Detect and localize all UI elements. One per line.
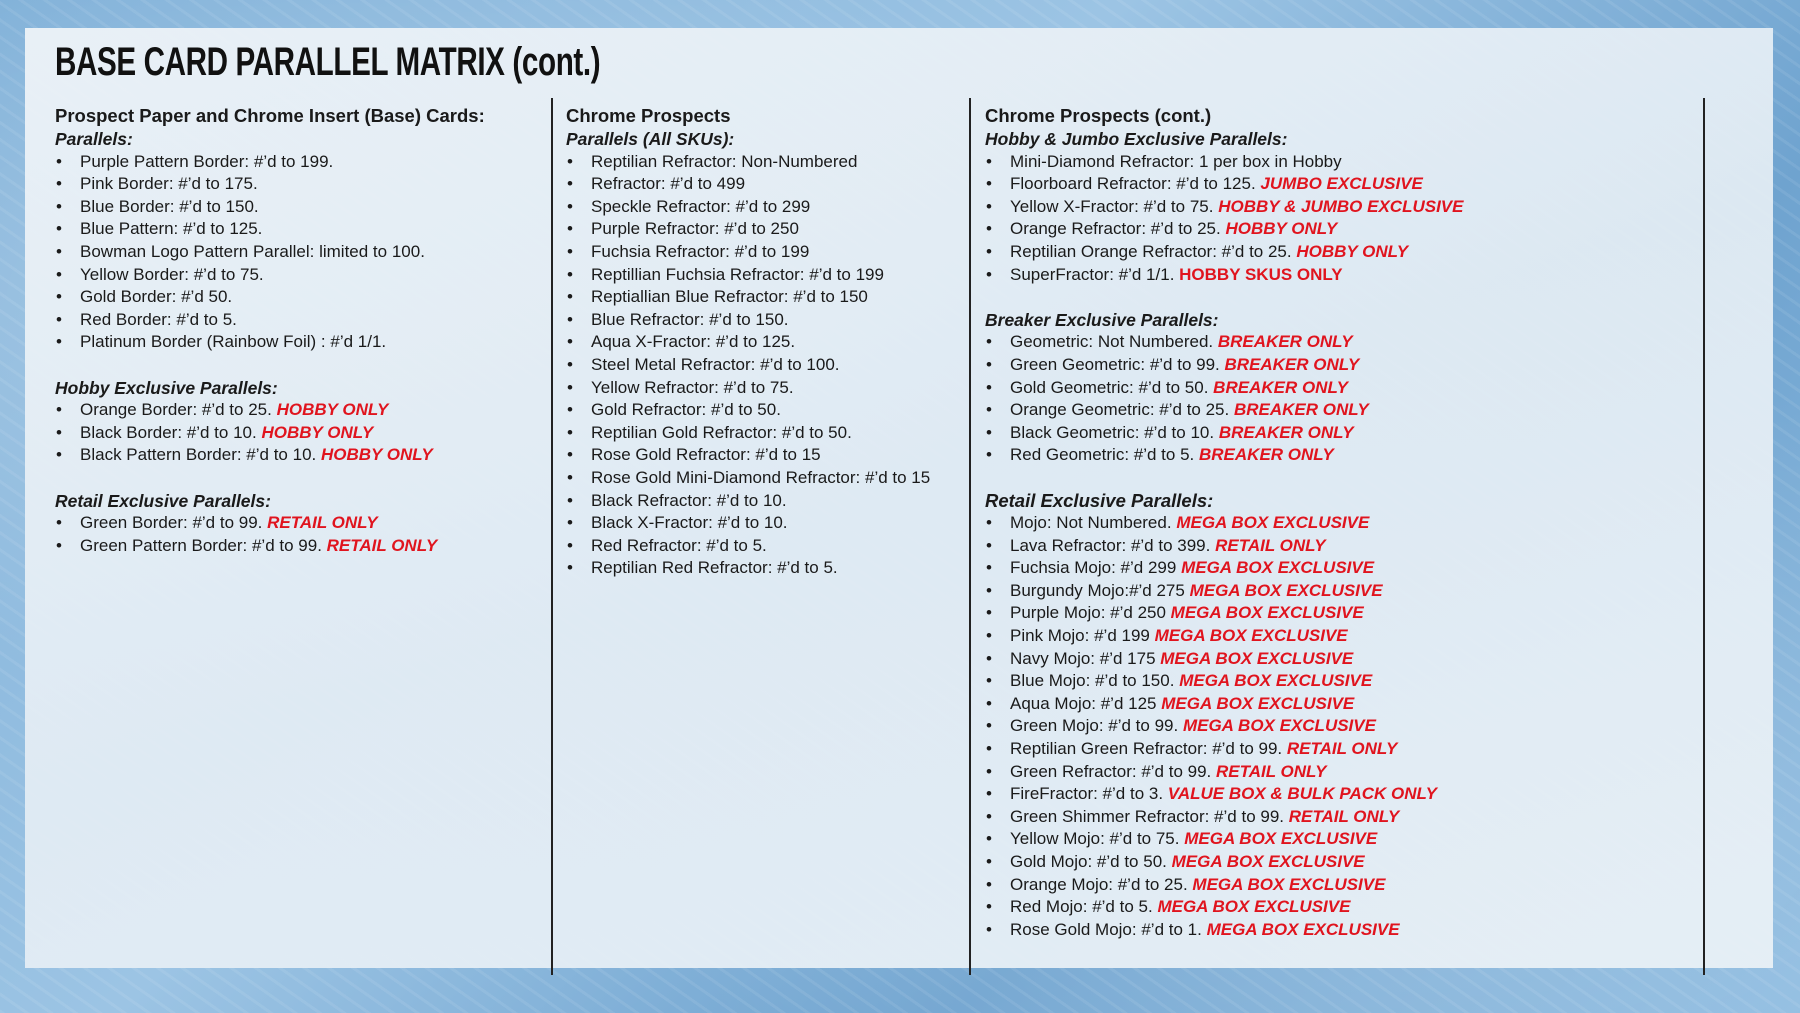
exclusivity-tag: MEGA BOX EXCLUSIVE [1182,716,1376,736]
item-text: Mini-Diamond Refractor: 1 per box in Hobby [1010,151,1342,171]
exclusivity-tag: BREAKER ONLY [1224,354,1360,374]
item-text: Bowman Logo Pattern Parallel: limited to 100. [80,241,425,261]
exclusivity-tag: MEGA BOX EXCLUSIVE [1206,919,1400,939]
exclusivity-tag: RETAIL ONLY [1286,739,1398,759]
list-item [985,828,1463,851]
item-text: Purple Mojo: #’d 250 [1010,603,1166,623]
column-prospect-paper [55,104,485,557]
list-item [985,354,1463,377]
exclusivity-tag: MEGA BOX EXCLUSIVE [1179,671,1373,691]
exclusivity-tag: MEGA BOX EXCLUSIVE [1181,558,1375,578]
column-chrome-prospects [566,104,930,580]
column-divider [1703,98,1705,975]
list-item [985,919,1463,942]
exclusivity-tag: MEGA BOX EXCLUSIVE [1161,693,1355,713]
item-text: Gold Geometric: #’d to 50. [1010,377,1209,397]
list-item [985,173,1463,196]
list-item [566,286,930,309]
exclusivity-tag: HOBBY ONLY [1225,219,1338,239]
exclusivity-tag: MEGA BOX EXCLUSIVE [1176,513,1370,533]
item-text: Mojo: Not Numbered. [1010,513,1172,533]
item-text: Yellow Refractor: #’d to 75. [591,377,794,397]
list-item [566,490,930,513]
item-text: Orange Border: #’d to 25. [80,400,272,420]
item-text: Burgundy Mojo:#’d 275 [1010,580,1185,600]
list-item [985,648,1463,671]
item-text: Platinum Border (Rainbow Foil) : #’d 1/1. [80,332,387,352]
item-text: Orange Refractor: #’d to 25. [1010,219,1221,239]
item-text: Red Refractor: #’d to 5. [591,535,767,555]
list-item [985,670,1463,693]
list-item [985,580,1463,603]
section-title: Hobby Exclusive Parallels: [55,377,278,398]
list-item [566,151,930,174]
exclusivity-tag: RETAIL ONLY [1216,761,1327,781]
list-item [985,874,1463,897]
item-text: Reptillian Fuchsia Refractor: #’d to 199 [591,264,884,284]
exclusivity-tag: HOBBY ONLY [320,445,433,465]
item-text: Steel Metal Refractor: #’d to 100. [591,354,840,374]
list-item [985,715,1463,738]
item-text: Aqua X-Fractor: #’d to 125. [591,332,796,352]
item-text: Orange Geometric: #’d to 25. [1010,400,1230,420]
list-item [55,218,485,241]
item-text: FireFractor: #’d to 3. [1010,784,1164,804]
exclusivity-tag: HOBBY ONLY [1296,241,1409,261]
item-text: Refractor: #’d to 499 [591,174,746,194]
list-item [566,444,930,467]
exclusivity-tag: RETAIL ONLY [326,535,438,555]
item-text: Yellow X-Fractor: #’d to 75. [1010,196,1214,216]
list-item [566,557,930,580]
list-item [55,535,485,558]
item-text: Reptilian Gold Refractor: #’d to 50. [591,422,852,442]
list-item [985,151,1463,174]
list-item [55,512,485,535]
section-spacer [55,354,485,377]
list-item [985,851,1463,874]
list-item [566,309,930,332]
list-item [985,422,1463,445]
item-text: Rose Gold Mojo: #’d to 1. [1010,919,1202,939]
item-text: Purple Refractor: #’d to 250 [591,219,799,239]
section-title: Retail Exclusive Parallels: [55,490,271,511]
section-title: Breaker Exclusive Parallels: [985,309,1219,330]
item-text: Geometric: Not Numbered. [1010,332,1214,352]
section-title: Retail Exclusive Parallels: [985,489,1214,511]
exclusivity-tag: RETAIL ONLY [1215,535,1326,555]
item-text: Reptilian Orange Refractor: #’d to 25. [1010,241,1292,261]
exclusivity-tag: BREAKER ONLY [1213,377,1348,397]
exclusivity-tag: HOBBY ONLY [276,400,389,420]
list-item [55,173,485,196]
list-item [566,354,930,377]
exclusivity-tag: MEGA BOX EXCLUSIVE [1160,648,1354,668]
item-text: Blue Border: #’d to 150. [80,196,259,216]
list-item [985,512,1463,535]
item-text: Red Geometric: #’d to 5. [1010,445,1195,465]
item-text: Reptilian Green Refractor: #’d to 99. [1010,739,1283,759]
list-item [985,806,1463,829]
list-item [55,309,485,332]
item-text: Green Border: #’d to 99. [80,513,263,533]
list-item [985,738,1463,761]
list-item [985,331,1463,354]
exclusivity-tag: BREAKER ONLY [1233,400,1369,420]
item-text: SuperFractor: #’d 1/1. [1010,264,1175,284]
item-text: Gold Refractor: #’d to 50. [591,400,781,420]
list-item [55,264,485,287]
exclusivity-tag: VALUE BOX & BULK PACK ONLY [1167,784,1437,804]
list-item [566,196,930,219]
page-title: BASE CARD PARALLEL MATRIX (cont.) [55,40,601,84]
item-text: Blue Pattern: #’d to 125. [80,219,263,239]
section-spacer [55,467,485,490]
column-divider [551,98,553,975]
list-item [985,625,1463,648]
item-text: Black Pattern Border: #’d to 10. [80,445,317,465]
item-text: Yellow Mojo: #’d to 75. [1010,829,1180,849]
list-item [566,399,930,422]
section-title: Parallels: [55,129,133,149]
list-item [566,218,930,241]
exclusivity-tag: RETAIL ONLY [1288,806,1400,826]
item-text: Pink Border: #’d to 175. [80,174,258,194]
item-text: Floorboard Refractor: #’d to 125. [1010,174,1256,194]
column-heading: Chrome Prospects (cont.) [985,105,1212,126]
item-text: Navy Mojo: #’d 175 [1010,648,1156,668]
item-text: Rose Gold Refractor: #’d to 15 [591,445,821,465]
exclusivity-tag: MEGA BOX EXCLUSIVE [1154,626,1348,646]
exclusivity-tag: BREAKER ONLY [1217,332,1353,352]
exclusivity-tag: BREAKER ONLY [1218,422,1354,442]
exclusivity-tag: MEGA BOX EXCLUSIVE [1170,603,1364,623]
list-item [985,693,1463,716]
section-spacer [985,467,1463,490]
item-text: Aqua Mojo: #’d 125 [1010,693,1157,713]
exclusivity-tag: HOBBY & JUMBO EXCLUSIVE [1218,196,1464,216]
exclusivity-tag: MEGA BOX EXCLUSIVE [1189,580,1383,600]
item-text: Reptiallian Blue Refractor: #’d to 150 [591,287,868,307]
item-text: Blue Mojo: #’d to 150. [1010,671,1175,691]
list-item [55,444,485,467]
list-item [985,896,1463,919]
item-text: Gold Mojo: #’d to 50. [1010,852,1167,871]
section-title: Hobby & Jumbo Exclusive Parallels: [985,129,1288,149]
list-item [985,218,1463,241]
list-item [985,444,1463,467]
list-item [985,602,1463,625]
item-text: Yellow Border: #’d to 75. [80,264,264,284]
item-text: Fuchsia Refractor: #’d to 199 [591,241,810,261]
list-item [985,399,1463,422]
list-item [566,422,930,445]
item-text: Green Shimmer Refractor: #’d to 99. [1010,806,1285,826]
list-item [985,377,1463,400]
list-item [55,331,485,354]
exclusivity-tag: MEGA BOX EXCLUSIVE [1157,897,1351,917]
list-item [566,264,930,287]
list-item [566,535,930,558]
exclusivity-tag: HOBBY SKUS ONLY [1179,264,1343,284]
list-item [566,467,930,490]
item-text: Red Mojo: #’d to 5. [1010,897,1153,917]
item-text: Orange Mojo: #’d to 25. [1010,874,1188,894]
exclusivity-tag: RETAIL ONLY [267,513,378,533]
list-item [55,241,485,264]
section-title: Parallels (All SKUs): [566,129,735,149]
exclusivity-tag: BREAKER ONLY [1199,445,1334,465]
list-item [566,512,930,535]
item-text: Black Refractor: #’d to 10. [591,490,787,510]
list-item [985,557,1463,580]
column-chrome-prospects-cont [985,104,1463,941]
column-divider [969,98,971,975]
item-text: Speckle Refractor: #’d to 299 [591,196,811,216]
item-text: Black Border: #’d to 10. [80,422,257,442]
list-item [55,422,485,445]
list-item [566,241,930,264]
item-text: Pink Mojo: #’d 199 [1010,626,1150,646]
list-item [985,535,1463,558]
item-text: Gold Border: #’d 50. [80,287,233,307]
list-item [985,264,1463,287]
item-text: Green Pattern Border: #’d to 99. [80,535,322,555]
exclusivity-tag: HOBBY ONLY [261,422,374,442]
list-item [55,196,485,219]
item-text: Green Refractor: #’d to 99. [1010,761,1212,781]
item-text: Blue Refractor: #’d to 150. [591,309,789,329]
list-item [985,783,1463,806]
item-text: Reptilian Red Refractor: #’d to 5. [591,558,838,578]
list-item [566,331,930,354]
exclusivity-tag: MEGA BOX EXCLUSIVE [1184,829,1378,849]
list-item [985,196,1463,219]
item-text: Lava Refractor: #’d to 399. [1010,535,1211,555]
list-item [566,173,930,196]
list-item [566,377,930,400]
item-text: Rose Gold Mini-Diamond Refractor: #’d to 15 [591,467,931,487]
list-item [55,151,485,174]
item-text: Purple Pattern Border: #’d to 199. [80,151,334,171]
item-text: Black Geometric: #’d to 10. [1010,422,1215,442]
item-text: Reptilian Refractor: Non-Numbered [591,151,858,171]
item-text: Green Mojo: #’d to 99. [1010,716,1179,736]
section-spacer [985,286,1463,309]
item-text: Fuchsia Mojo: #’d 299 [1010,558,1177,578]
item-text: Black X-Fractor: #’d to 10. [591,513,788,533]
item-text: Red Border: #’d to 5. [80,309,237,329]
exclusivity-tag: MEGA BOX EXCLUSIVE [1192,874,1386,894]
column-heading: Prospect Paper and Chrome Insert (Base) Cards: [55,105,485,126]
item-text: Green Geometric: #’d to 99. [1010,354,1220,374]
list-item [55,399,485,422]
column-heading: Chrome Prospects [566,105,731,126]
list-item [985,761,1463,784]
list-item [985,241,1463,264]
list-item [55,286,485,309]
exclusivity-tag: MEGA BOX EXCLUSIVE [1171,852,1365,871]
exclusivity-tag: JUMBO EXCLUSIVE [1260,174,1423,194]
